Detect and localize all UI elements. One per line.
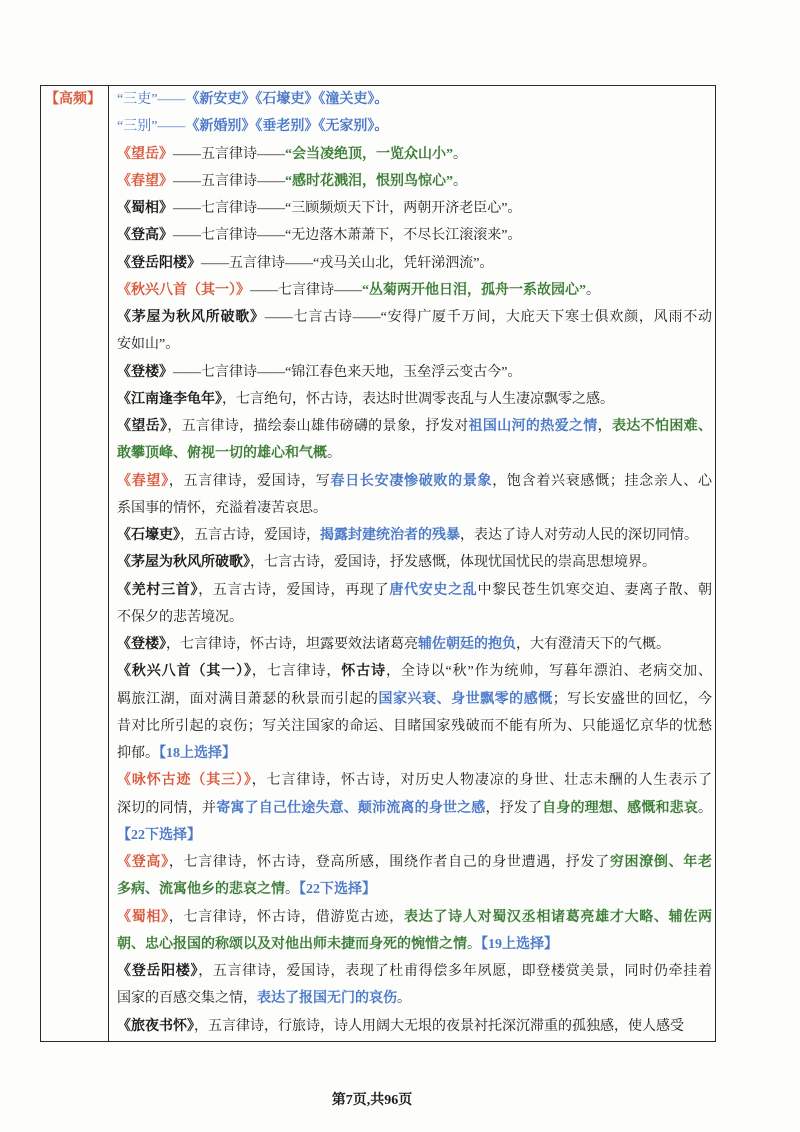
work-title: 《茅屋为秋风所破歌》 bbox=[117, 310, 265, 325]
entry-line bbox=[117, 495, 712, 522]
body-text: 昔对比所引起的哀伤；写关注国家的命运、目睹国家残破而不能有所为、只能遥忆京华的忧愁 bbox=[117, 718, 712, 734]
exam-tag: 【19上选择】 bbox=[481, 936, 558, 952]
body-text: 。 bbox=[467, 936, 481, 952]
body-text: 安如山”。 bbox=[117, 337, 180, 353]
entry-line bbox=[117, 113, 712, 140]
entry-line bbox=[117, 222, 712, 249]
body-text: ，五言律诗，爱国诗，写 bbox=[168, 473, 331, 489]
body-text: ，抒发了 bbox=[485, 800, 543, 816]
work-title-key: 《秋兴八首（其一）》 bbox=[117, 282, 250, 298]
highlight-green: 敢攀顶峰、俯视一切的雄心和气概 bbox=[117, 446, 327, 462]
entry-line bbox=[117, 277, 712, 304]
entry bbox=[117, 1013, 712, 1040]
work-title-key: 《春望》 bbox=[117, 473, 169, 489]
work-title: 《登楼》 bbox=[117, 364, 173, 380]
highlight-green: 自身的理想、感慨和悲哀 bbox=[542, 800, 699, 816]
entry-line bbox=[117, 304, 712, 331]
body-text: ，七言绝句，怀古诗，表达时世凋零丧乱与人生凄凉飘零之感。 bbox=[222, 391, 614, 407]
work-title: 《羌村三首》 bbox=[117, 582, 199, 598]
entry bbox=[117, 222, 712, 249]
highlight-green: “会当凌绝顶，一览众山小” bbox=[285, 146, 453, 162]
entry bbox=[117, 386, 712, 413]
body-text: ，五言古诗，爱国诗，再现了 bbox=[198, 582, 390, 598]
content-table bbox=[40, 85, 716, 1042]
entry bbox=[117, 468, 712, 523]
highlight-green: 表达了诗人对蜀汉丞相诸葛亮雄才大略、辅佐两 bbox=[404, 909, 712, 925]
entry bbox=[117, 141, 712, 168]
entry-line bbox=[117, 413, 712, 440]
body-text: ，七言律诗，怀古诗，坦露要效法诸葛亮 bbox=[166, 637, 418, 652]
body-text: 。 bbox=[285, 882, 299, 898]
highlight-blue: 《新婚别》《垂老别》《无家别》。 bbox=[185, 119, 389, 135]
entry bbox=[117, 277, 712, 304]
body-text: ， bbox=[597, 419, 612, 434]
entry-line bbox=[117, 141, 712, 168]
body-text: ，七言律诗， bbox=[251, 664, 342, 680]
work-title: 《登高》 bbox=[117, 228, 173, 244]
body-text: ——七言律诗——“锦江春色来天地，玉垒浮云变古今”。 bbox=[173, 364, 522, 380]
highlight-blue: 寄寓了自己仕途失意、颠沛流离的身世之感 bbox=[216, 800, 486, 816]
work-title: 《登岳阳楼》 bbox=[117, 255, 201, 271]
body-text: ；写长安盛世的回忆，今 bbox=[552, 691, 712, 707]
entry-line bbox=[117, 468, 712, 495]
entry-line bbox=[117, 713, 712, 740]
entry bbox=[117, 658, 712, 767]
entry-line bbox=[117, 549, 712, 576]
exam-tag: 【22下选择】 bbox=[299, 882, 376, 898]
entry bbox=[117, 413, 712, 468]
entry bbox=[117, 168, 712, 195]
highlight-blue: 唐代安史之乱 bbox=[389, 582, 478, 598]
entry-line bbox=[117, 604, 712, 631]
entry-line bbox=[117, 331, 712, 358]
entry-line bbox=[117, 440, 712, 467]
body-text: 深切的同情，并 bbox=[117, 800, 217, 816]
entry-line bbox=[117, 195, 712, 222]
body-text: 。 bbox=[397, 991, 411, 1007]
highlight-blue: “三吏”—— bbox=[117, 92, 186, 107]
body-text: ——七言律诗——“三顾频烦天下计，两朝开济老臣心”。 bbox=[173, 201, 522, 216]
entry bbox=[117, 359, 712, 386]
highlight-blue: 辅佐朝廷的抱负 bbox=[418, 637, 516, 652]
entry-line bbox=[117, 795, 712, 822]
entry-line bbox=[117, 822, 712, 849]
body-text: ，五言古诗，爱国诗， bbox=[180, 528, 320, 543]
body-text: ，五言律诗，爱国诗，表现了杜甫得偿多年夙愿，即登楼赏美景，同时仍牵挂着 bbox=[198, 964, 712, 979]
entry bbox=[117, 904, 712, 959]
body-text: ，大有澄清天下的气概。 bbox=[516, 637, 670, 652]
body-text: ——五言律诗——“戎马关山北，凭轩涕泗流”。 bbox=[201, 255, 494, 271]
entry-line bbox=[117, 250, 712, 277]
body-text: ，五言律诗，行旅诗，诗人用阔大无垠的夜景衬托深沉滞重的孤独感，使人感受 bbox=[194, 1018, 684, 1034]
entry-line bbox=[117, 904, 712, 931]
entry-line bbox=[117, 931, 712, 958]
highlight-green: 朝、忠心报国的称颂以及对他出师未捷而身死的惋惜之情 bbox=[117, 936, 467, 952]
entry-line bbox=[117, 359, 712, 386]
entry-line bbox=[117, 631, 712, 658]
entry-line bbox=[117, 386, 712, 413]
body-text: 。 bbox=[327, 446, 341, 462]
entry bbox=[117, 631, 712, 658]
body-text: 抑郁。 bbox=[117, 746, 159, 761]
body-text: ，全诗以“秋”作为统帅，写暮年漂泊、老病交加、 bbox=[385, 664, 712, 680]
body-text: 羁旅江湖，面对满目萧瑟的秋景而引起的 bbox=[117, 691, 379, 707]
body-text: ——七言律诗——“无边落木萧萧下，不尽长江滚滚来”。 bbox=[173, 228, 522, 244]
highlight-blue: 揭露封建统治者的残暴 bbox=[320, 528, 460, 543]
entry bbox=[117, 549, 712, 576]
body-text: 中黎民苍生饥寒交迫、妻离子散、朝 bbox=[477, 582, 712, 598]
entry bbox=[117, 577, 712, 632]
body-text: ，七言律诗，怀古诗，借游览古迹， bbox=[168, 909, 405, 925]
highlight-green: 表达不怕困难、 bbox=[611, 419, 712, 434]
entry bbox=[117, 522, 712, 549]
body-text: ，表达了诗人对劳动人民的深切同情。 bbox=[460, 528, 698, 543]
category-cell bbox=[41, 86, 109, 1041]
entry-line bbox=[117, 958, 712, 985]
highlight-blue: 国家兴衰、身世飘零的感慨 bbox=[378, 691, 553, 707]
entry-line bbox=[117, 1013, 712, 1040]
highlight-blue: 表达了报国无门的哀伤 bbox=[257, 991, 397, 1007]
entry bbox=[117, 250, 712, 277]
entry-line bbox=[117, 876, 712, 903]
category-label: 【高频】 bbox=[45, 92, 101, 107]
body-text: 不保夕的悲苦境况。 bbox=[117, 609, 243, 625]
body-text: 国家的百感交集之情， bbox=[117, 991, 257, 1007]
entry-line bbox=[117, 658, 712, 685]
entry-line bbox=[117, 686, 712, 713]
body-text: ——五言律诗—— bbox=[173, 146, 285, 162]
exam-tag: 【18上选择】 bbox=[159, 746, 236, 761]
work-title: 《茅屋为秋风所破歌》 bbox=[117, 555, 250, 571]
highlight-green: “感时花溅泪，恨别鸟惊心” bbox=[285, 173, 453, 189]
body-text: 。 bbox=[453, 173, 467, 189]
work-title: 《石壕吏》 bbox=[117, 528, 180, 543]
entry-line bbox=[117, 740, 712, 767]
work-title: 《江南逢李龟年》 bbox=[117, 391, 222, 407]
exam-tag: 【22下选择】 bbox=[117, 827, 201, 843]
entry-line bbox=[117, 522, 712, 549]
highlight-blue: “三别”—— bbox=[117, 119, 186, 135]
work-title: 《望岳》 bbox=[117, 419, 168, 434]
entry-line bbox=[117, 86, 712, 113]
work-title: 《登岳阳楼》 bbox=[117, 964, 199, 979]
work-title-key: 《蜀相》 bbox=[117, 909, 169, 925]
body-text: 。 bbox=[453, 146, 467, 162]
entry bbox=[117, 767, 712, 849]
work-title: 《登楼》 bbox=[117, 637, 166, 652]
highlight-green: 多病、流寓他乡的悲哀之情 bbox=[117, 882, 285, 898]
highlight-blue: 祖国山河的热爱之情 bbox=[468, 419, 598, 434]
work-title-key: 《春望》 bbox=[117, 173, 173, 189]
entry-line bbox=[117, 577, 712, 604]
body-text: ，五言律诗，描绘泰山雄伟磅礴的景象，抒发对 bbox=[167, 419, 469, 434]
body-text: ——七言古诗——“安得广厦千万间，大庇天下寒士俱欢颜，风雨不动 bbox=[264, 310, 712, 325]
body-text: ，饱含着兴衰感慨；挂念亲人、心 bbox=[492, 473, 712, 489]
body-text: ——五言律诗—— bbox=[173, 173, 285, 189]
work-title: 《旅夜书怀》 bbox=[117, 1018, 194, 1034]
entry bbox=[117, 304, 712, 359]
highlight-green: “丛菊两开他日泪，孤舟一系故园心” bbox=[362, 282, 586, 298]
work-title-key: 《登高》 bbox=[117, 855, 169, 870]
entry bbox=[117, 849, 712, 904]
highlight-green: 穷困潦倒、年老 bbox=[609, 855, 712, 870]
page-indicator: 第7页,共96页 bbox=[331, 1093, 413, 1108]
entry-line bbox=[117, 849, 712, 876]
entry-line bbox=[117, 985, 712, 1012]
body-text: 系国事的情怀，充溢着凄苦哀思。 bbox=[117, 500, 327, 516]
body-text: 。 bbox=[698, 800, 712, 816]
entry bbox=[117, 195, 712, 222]
entry bbox=[117, 113, 712, 140]
body-text: ，七言律诗，怀古诗，对历史人物凄凉的身世、壮志未酬的人生表示了 bbox=[251, 773, 712, 789]
content-cell bbox=[109, 86, 715, 1041]
body-text: ——七言律诗—— bbox=[250, 282, 362, 298]
work-title-key: 《望岳》 bbox=[117, 146, 173, 162]
entry bbox=[117, 958, 712, 1013]
body-text: ，七言古诗，爱国诗，抒发感慨，体现忧国忧民的崇高思想境界。 bbox=[250, 555, 656, 571]
highlight-blue: 春日长安凄惨破败的景象 bbox=[330, 473, 493, 489]
work-title: 《秋兴八首（其一）》 bbox=[117, 664, 252, 680]
work-title: 《蜀相》 bbox=[117, 201, 173, 216]
work-title-key: 《咏怀古迹（其三）》 bbox=[117, 773, 252, 789]
emphasis-text: 怀古诗 bbox=[341, 664, 386, 680]
entry-line bbox=[117, 767, 712, 794]
highlight-blue: 《新安吏》《石壕吏》《潼关吏》。 bbox=[185, 92, 389, 107]
body-text: ，七言律诗，怀古诗，登高所感，围绕作者自己的身世遭遇，抒发了 bbox=[168, 855, 610, 870]
entry-line bbox=[117, 168, 712, 195]
body-text: 。 bbox=[586, 282, 600, 298]
entry bbox=[117, 86, 712, 113]
entry-list bbox=[117, 86, 712, 1040]
